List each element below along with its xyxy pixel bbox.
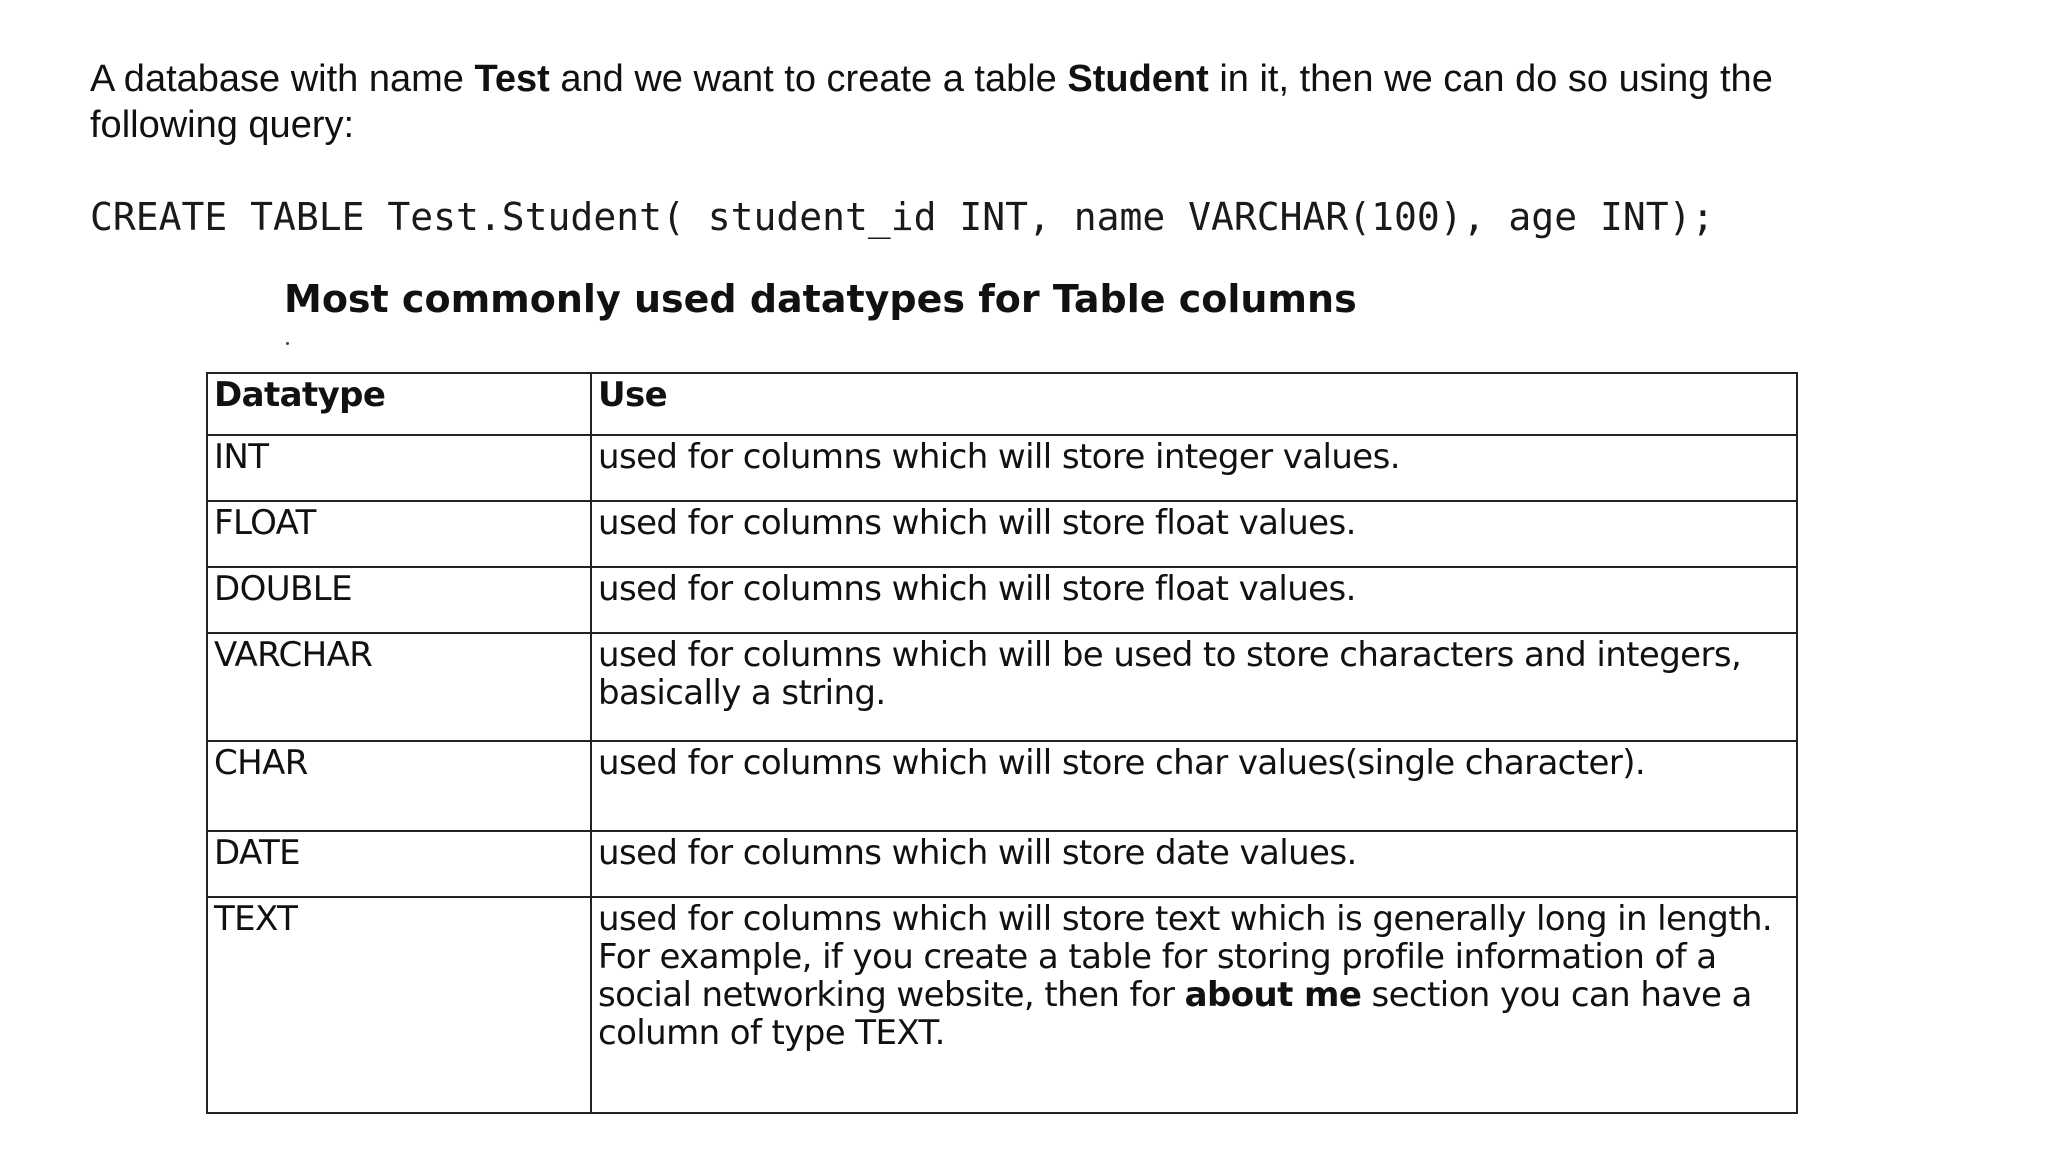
use-cell: used for columns which will store float values. bbox=[591, 567, 1797, 633]
use-text-part: section you can have a column of type TEXT. bbox=[598, 975, 1752, 1053]
table-row bbox=[207, 567, 1797, 633]
table-name: Student bbox=[1067, 58, 1209, 100]
datatype-cell: DOUBLE bbox=[207, 567, 591, 633]
table-row bbox=[207, 633, 1797, 741]
use-cell: used for columns which will be used to store characters and integers, basically a string. bbox=[591, 633, 1797, 741]
header-datatype: Datatype bbox=[207, 373, 591, 435]
datatype-cell: VARCHAR bbox=[207, 633, 591, 741]
table-row bbox=[207, 501, 1797, 567]
datatype-cell: TEXT bbox=[207, 897, 591, 1113]
table-row bbox=[207, 741, 1797, 831]
use-cell: used for columns which will store char values(single character). bbox=[591, 741, 1797, 831]
intro-paragraph bbox=[90, 56, 1790, 148]
about-me-bold: about me bbox=[1184, 975, 1362, 1015]
datatype-cell: DATE bbox=[207, 831, 591, 897]
intro-text: and we want to create a table bbox=[549, 58, 1068, 100]
intro-text: in it, then we can do so using the following query: bbox=[90, 58, 1773, 146]
table-row bbox=[207, 897, 1797, 1113]
use-text-part: used for columns which will store text which is generally long in length. For example, if you create a table for storing profile information of a social networking website, then for bbox=[598, 899, 1773, 1015]
use-cell: used for columns which will store date values. bbox=[591, 831, 1797, 897]
datatype-cell: INT bbox=[207, 435, 591, 501]
table-header-row bbox=[207, 373, 1797, 435]
table-title: Most commonly used datatypes for Table columns bbox=[284, 277, 1357, 321]
datatypes-table bbox=[206, 372, 1798, 1114]
header-use: Use bbox=[591, 373, 1797, 435]
stray-dot bbox=[286, 342, 289, 345]
use-cell: used for columns which will store integer values. bbox=[591, 435, 1797, 501]
datatype-cell: FLOAT bbox=[207, 501, 591, 567]
table-row bbox=[207, 831, 1797, 897]
database-name: Test bbox=[474, 58, 550, 100]
use-cell bbox=[591, 897, 1797, 1113]
intro-text: A database with name bbox=[90, 58, 475, 100]
table-row bbox=[207, 435, 1797, 501]
use-cell: used for columns which will store float values. bbox=[591, 501, 1797, 567]
sql-query: CREATE TABLE Test.Student( student_id INT, name VARCHAR(100), age INT); bbox=[90, 195, 1715, 239]
datatype-cell: CHAR bbox=[207, 741, 591, 831]
